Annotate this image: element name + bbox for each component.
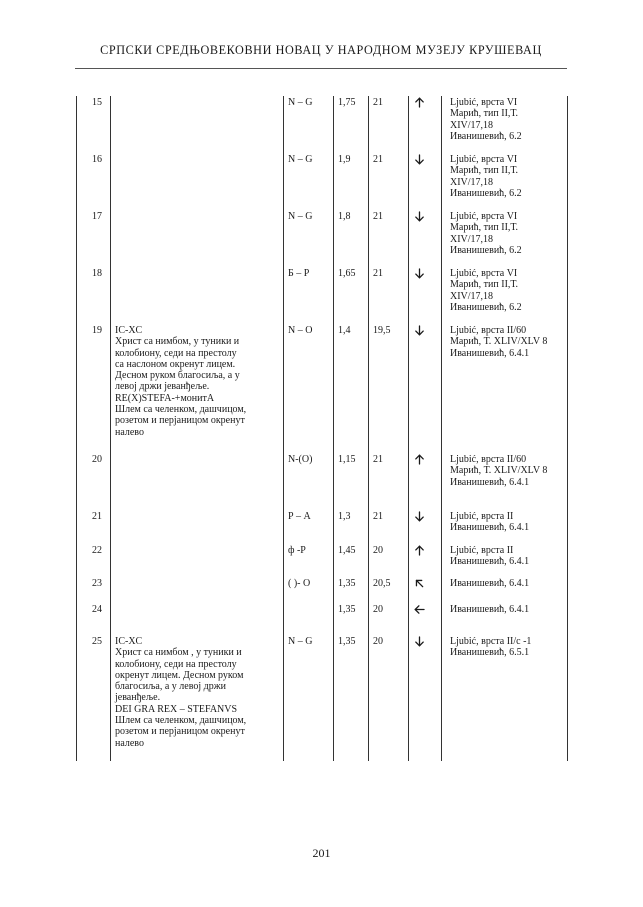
bibliographic-reference-line: Иванишевић, 6.5.1 <box>450 647 530 659</box>
coin-diameter: 21 <box>373 511 383 522</box>
bibliographic-reference-line: Иванишевић, 6.4.1 <box>450 556 530 568</box>
coin-description-line: са наслоном окренут лицем. <box>115 358 236 370</box>
bibliographic-reference-line: Марић, тип II,Т. <box>450 222 519 234</box>
bibliographic-reference-line: Ljubić, врста VI <box>450 268 518 279</box>
coin-weight: 1,15 <box>338 454 356 465</box>
coin-legend: N-(O) <box>288 454 313 465</box>
coin-description-line: налево <box>115 737 144 749</box>
coin-description-line: Десном руком благосиља, а у <box>115 370 240 382</box>
bibliographic-reference-line: XIV/17,18 <box>450 176 494 188</box>
bibliographic-reference <box>450 454 568 488</box>
die-axis-arrow-icon <box>408 545 430 556</box>
bibliographic-reference <box>450 97 568 142</box>
bibliographic-reference-line: Марић, Т. XLIV/XLV 8 <box>450 336 548 348</box>
coin-description-line: налево <box>115 426 144 438</box>
coin-description <box>115 636 277 749</box>
coin-description-line: колобиону, седи на престолу <box>115 347 237 359</box>
die-axis-arrow-icon <box>408 325 430 336</box>
coin-legend: ф -Р <box>288 545 306 556</box>
die-axis-arrow-icon <box>408 604 430 615</box>
bibliographic-reference-line: Иванишевић, 6.2 <box>450 301 522 313</box>
row-number: 16 <box>92 154 102 165</box>
bibliographic-reference-line: Ljubić, врста VI <box>450 97 518 108</box>
bibliographic-reference-line: XIV/17,18 <box>450 233 494 245</box>
coin-diameter: 21 <box>373 154 383 165</box>
bibliographic-reference <box>450 578 568 589</box>
bibliographic-reference-line: XIV/17,18 <box>450 119 494 131</box>
bibliographic-reference <box>450 511 568 534</box>
coin-weight: 1,45 <box>338 545 356 556</box>
coin-diameter: 20 <box>373 636 383 647</box>
column-divider <box>408 96 409 761</box>
coin-description-line: розетом и перјаницом окренут <box>115 415 245 427</box>
bibliographic-reference-line: Ljubić, врста II/60 <box>450 454 527 465</box>
bibliographic-reference-line: Иванишевић, 6.4.1 <box>450 578 530 589</box>
bibliographic-reference-line: Иванишевић, 6.4.1 <box>450 522 530 534</box>
row-number: 15 <box>92 97 102 108</box>
bibliographic-reference-line: XIV/17,18 <box>450 290 494 302</box>
die-axis-arrow-icon <box>408 268 430 279</box>
page-header: СРПСКИ СРЕДЊОВЕКОВНИ НОВАЦ У НАРОДНОМ МУЗЕЈУ КРУШЕВАЦ <box>100 43 542 57</box>
coin-weight: 1,35 <box>338 636 356 647</box>
page-number: 201 <box>312 846 331 860</box>
bibliographic-reference-line: Марић, Т. XLIV/XLV 8 <box>450 465 548 477</box>
coin-diameter: 21 <box>373 97 383 108</box>
bibliographic-reference-line: Иванишевић, 6.2 <box>450 130 522 142</box>
coin-legend: ( )- О <box>288 578 311 589</box>
coin-description-line: розетом и перјаницом окренут <box>115 726 245 738</box>
coin-legend: N – G <box>288 211 313 222</box>
row-number: 20 <box>92 454 102 465</box>
bibliographic-reference-line: Марић, тип II,Т. <box>450 279 519 291</box>
bibliographic-reference <box>450 604 568 615</box>
coin-diameter: 20 <box>373 545 383 556</box>
coin-weight: 1,8 <box>338 211 351 222</box>
bibliographic-reference-line: Ljubić, врста II/60 <box>450 325 527 336</box>
coin-legend: N – O <box>288 325 313 336</box>
column-divider <box>283 96 284 761</box>
coin-description-line: DEI GRA REX – STEFANVS <box>115 703 238 715</box>
table-left-border <box>76 96 77 761</box>
die-axis-arrow-icon <box>408 454 430 465</box>
coin-diameter: 20,5 <box>373 578 391 589</box>
column-divider <box>368 96 369 761</box>
coin-description-line: IC-XC <box>115 325 143 336</box>
die-axis-arrow-icon <box>408 154 430 165</box>
row-number: 17 <box>92 211 102 222</box>
coin-description-line: левој држи јеванђеље. <box>115 381 210 393</box>
coin-legend: N – G <box>288 97 313 108</box>
bibliographic-reference-line: Марић, тип II,Т. <box>450 108 519 120</box>
coin-description-line: Шлем са челенком, дашчицом, <box>115 404 247 416</box>
coin-description-line: Христ са нимбом, у туники и <box>115 336 240 348</box>
coin-description-line: Христ са нимбом , у туники и <box>115 647 242 659</box>
coin-legend: Р – А <box>288 511 311 522</box>
coin-diameter: 19,5 <box>373 325 391 336</box>
row-number: 25 <box>92 636 102 647</box>
die-axis-arrow-icon <box>408 97 430 108</box>
die-axis-arrow-icon <box>408 211 430 222</box>
bibliographic-reference-line: Ljubić, врста II <box>450 511 514 522</box>
coin-weight: 1,3 <box>338 511 351 522</box>
bibliographic-reference-line: Ljubić, врста VI <box>450 154 518 165</box>
coin-weight: 1,65 <box>338 268 356 279</box>
coin-legend: Б – Р <box>288 268 310 279</box>
row-number: 21 <box>92 511 102 522</box>
bibliographic-reference-line: Иванишевић, 6.4.1 <box>450 347 530 359</box>
die-axis-arrow-icon <box>408 578 430 589</box>
column-divider <box>441 96 442 761</box>
column-divider <box>333 96 334 761</box>
row-number: 19 <box>92 325 102 336</box>
bibliographic-reference <box>450 211 568 256</box>
coin-weight: 1,9 <box>338 154 351 165</box>
row-number: 23 <box>92 578 102 589</box>
coin-diameter: 21 <box>373 268 383 279</box>
bibliographic-reference-line: Ljubić, врста II <box>450 545 514 556</box>
coin-weight: 1,4 <box>338 325 351 336</box>
die-axis-arrow-icon <box>408 511 430 522</box>
row-number: 18 <box>92 268 102 279</box>
bibliographic-reference <box>450 545 568 568</box>
coin-weight: 1,35 <box>338 604 356 615</box>
coin-diameter: 21 <box>373 454 383 465</box>
coin-legend: N – G <box>288 154 313 165</box>
coin-description-line: колобиону, седи на престолу <box>115 658 237 670</box>
bibliographic-reference <box>450 325 568 359</box>
coin-description-line: благосиља, а у левој држи <box>115 681 227 693</box>
bibliographic-reference <box>450 268 568 313</box>
bibliographic-reference-line: Иванишевић, 6.2 <box>450 244 522 256</box>
bibliographic-reference <box>450 636 568 659</box>
bibliographic-reference-line: Иванишевић, 6.2 <box>450 187 522 199</box>
bibliographic-reference-line: Иванишевић, 6.4.1 <box>450 604 530 615</box>
bibliographic-reference-line: Ljubić, врста VI <box>450 211 518 222</box>
bibliographic-reference-line: Ljubić, врста II/c -1 <box>450 636 532 647</box>
coin-diameter: 20 <box>373 604 383 615</box>
coin-description-line: окренут лицем. Десном руком <box>115 669 244 681</box>
coin-legend: N – G <box>288 636 313 647</box>
row-number: 22 <box>92 545 102 556</box>
coin-description-line: IC-XC <box>115 636 143 647</box>
coin-description-line: RE(X)STEFA-+монитА <box>115 392 215 404</box>
coin-weight: 1,75 <box>338 97 356 108</box>
row-number: 24 <box>92 604 102 615</box>
coin-description-line: јеванђеље. <box>115 692 161 704</box>
die-axis-arrow-icon <box>408 636 430 647</box>
coin-diameter: 21 <box>373 211 383 222</box>
coin-description <box>115 325 277 438</box>
bibliographic-reference <box>450 154 568 199</box>
bibliographic-reference-line: Марић, тип II,Т. <box>450 165 519 177</box>
column-divider <box>110 96 111 761</box>
coin-description-line: Шлем са челенком, дашчицом, <box>115 715 247 727</box>
bibliographic-reference-line: Иванишевић, 6.4.1 <box>450 476 530 488</box>
coin-weight: 1,35 <box>338 578 356 589</box>
